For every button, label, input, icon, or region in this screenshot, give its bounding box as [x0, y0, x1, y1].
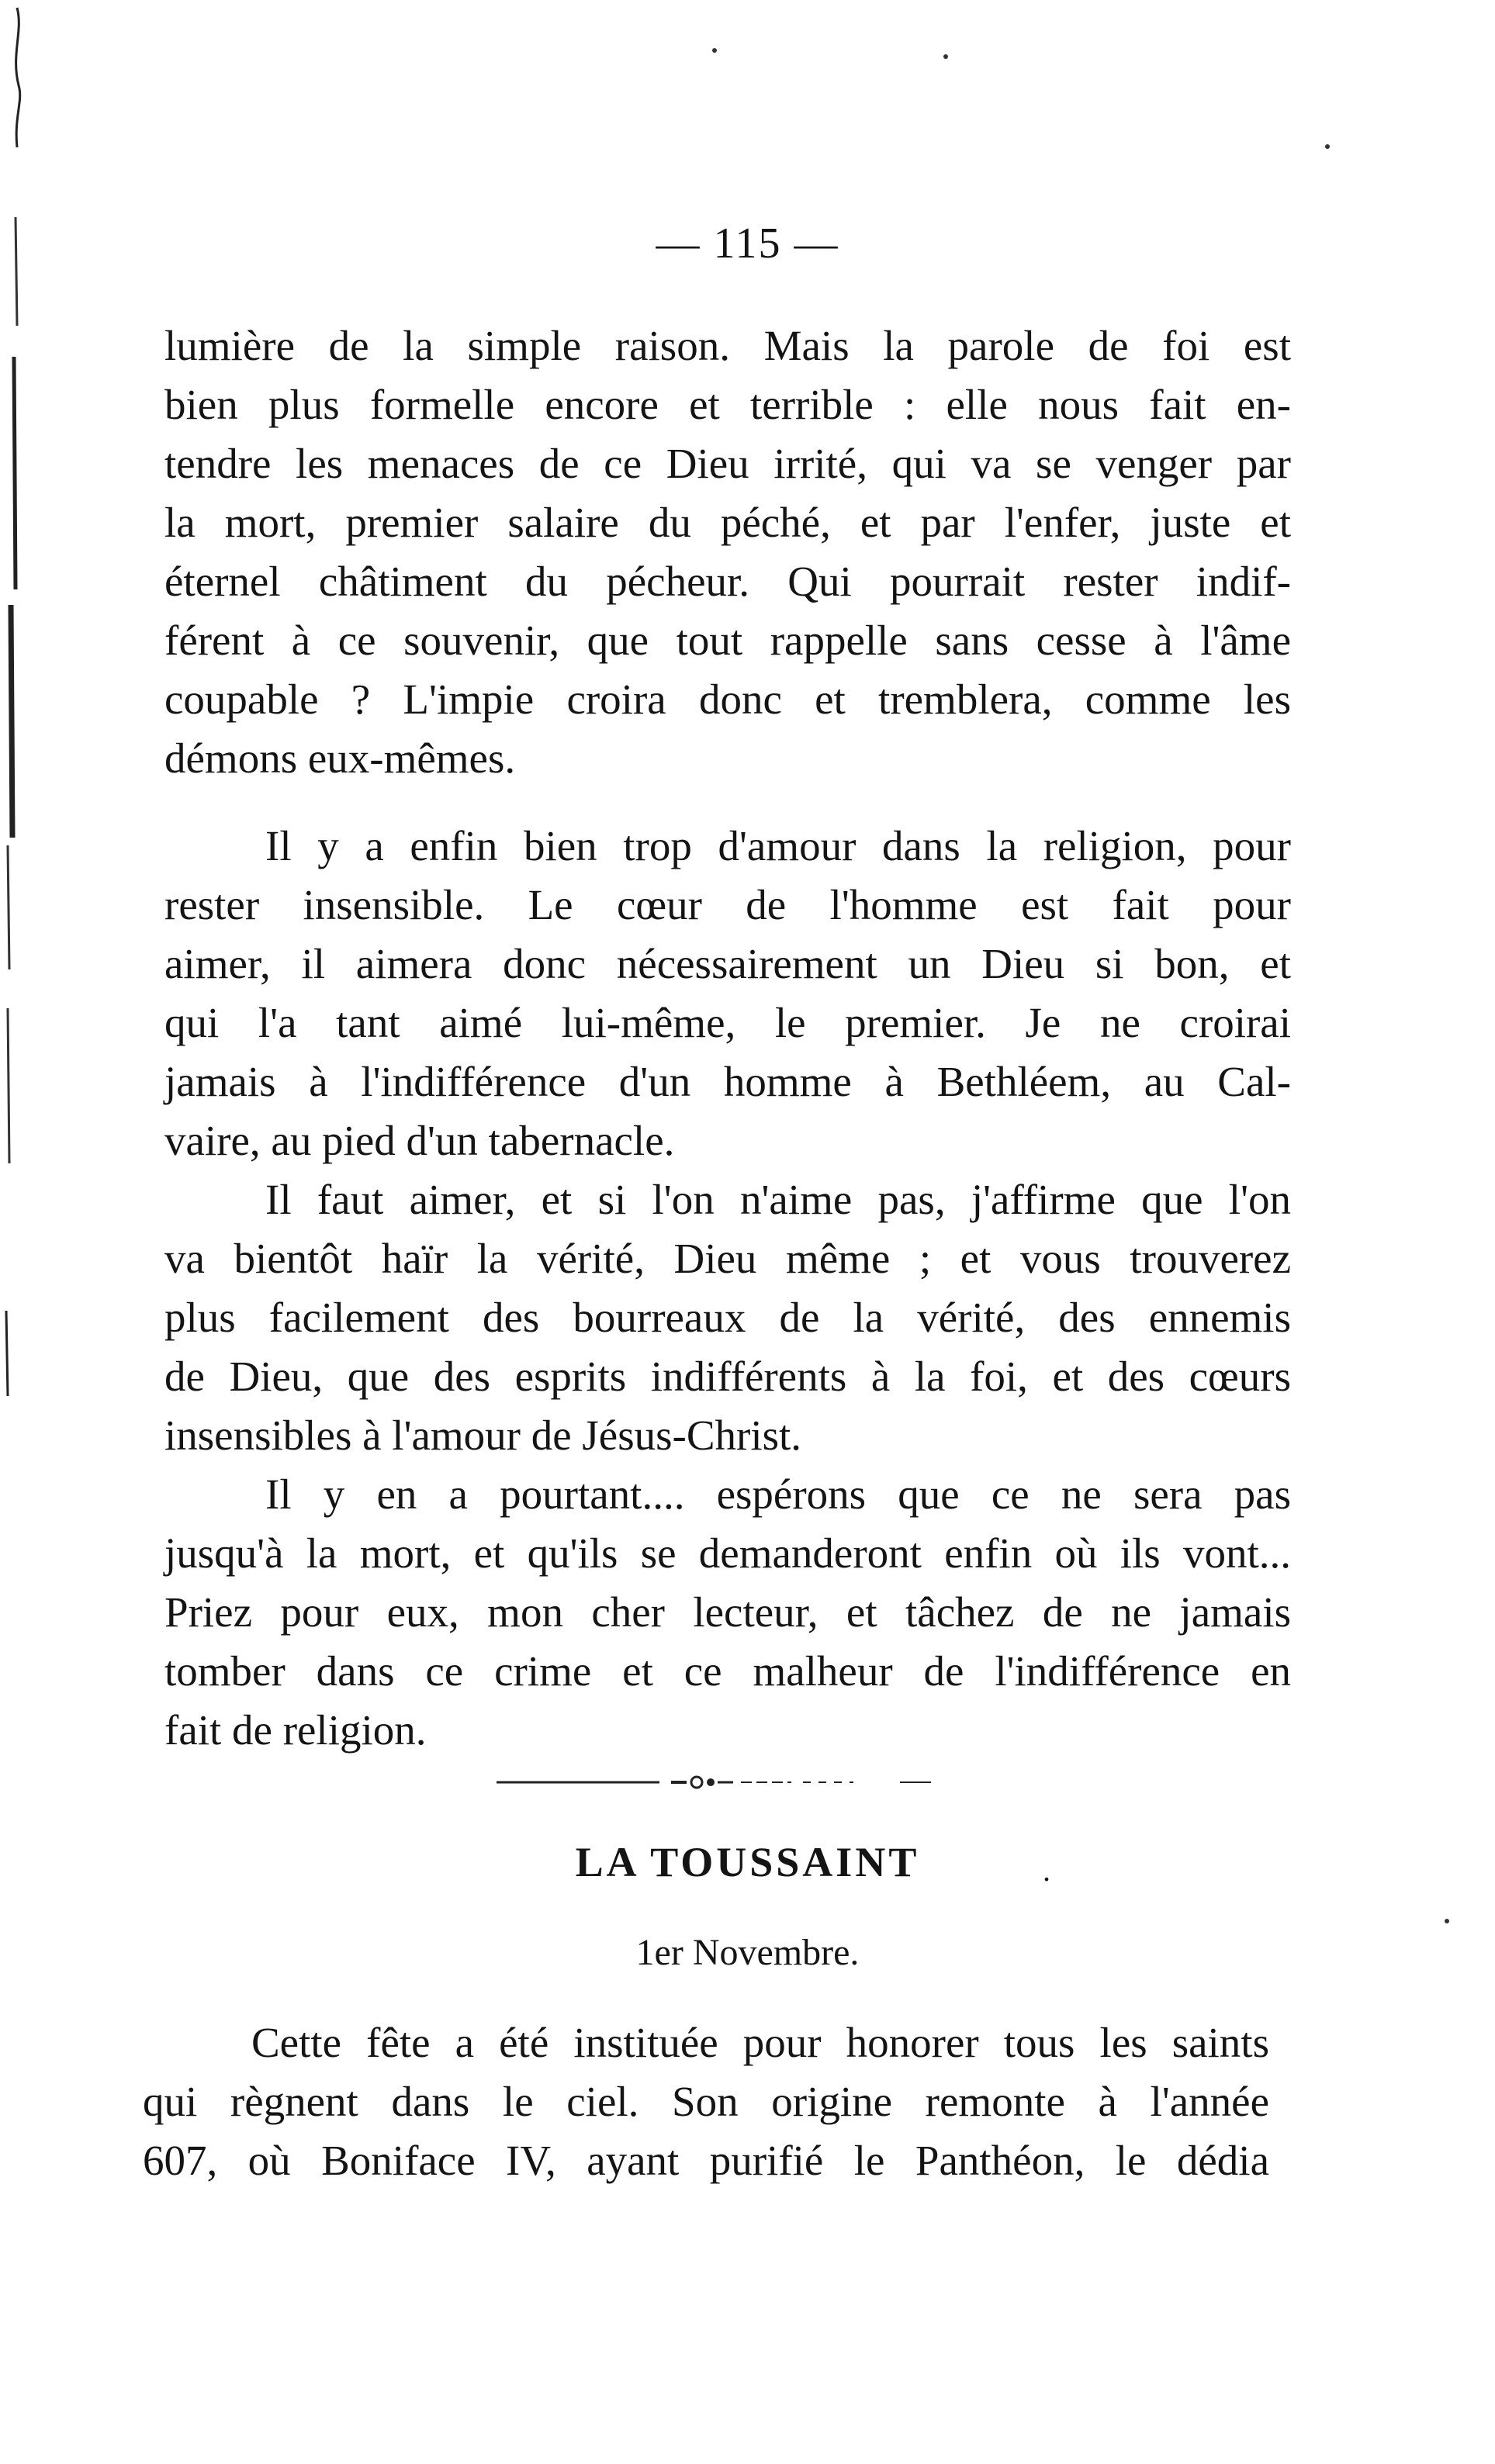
text-line: rester insensible. Le cœur de l'homme est fait pour — [164, 881, 1291, 928]
text-line: tendre les menaces de ce Dieu irrité, qui va se venger par — [164, 440, 1291, 487]
scan-speck — [943, 54, 948, 59]
main-text — [164, 316, 1291, 1760]
scan-speck — [712, 48, 717, 53]
text-line: qui règnent dans le ciel. Son origine remonte à l'année — [143, 2078, 1269, 2125]
text-line: de Dieu, que des esprits indifférents à la foi, et des cœurs — [164, 1353, 1291, 1400]
section-text — [143, 2013, 1269, 2190]
text-line: 607, où Boniface IV, ayant purifié le Panthéon, le dédia — [143, 2137, 1269, 2184]
text-line: insensibles à l'amour de Jésus-Christ. — [164, 1412, 802, 1459]
paragraph-2 — [164, 817, 1291, 876]
text-line: démons eux-mêmes. — [164, 734, 516, 782]
paragraph-4-body — [164, 1524, 1291, 1760]
text-line: vaire, au pied d'un tabernacle. — [164, 1117, 675, 1164]
paragraph-3 — [164, 1170, 1291, 1229]
binding-edge-artifact — [0, 0, 31, 1435]
section-paragraph — [143, 2013, 1269, 2072]
text-line: Cette fête a été instituée pour honorer tous les saints — [251, 2019, 1269, 2066]
text-line: fait de religion. — [164, 1706, 427, 1754]
text-line: aimer, il aimera donc nécessairement un Dieu si bon, et — [164, 940, 1291, 987]
page-number: — 115 — — [656, 219, 839, 268]
ornamental-divider — [497, 1771, 962, 1794]
text-line: Priez pour eux, mon cher lecteur, et tâchez de ne jamais — [164, 1588, 1291, 1636]
text-line: férent à ce souvenir, que tout rappelle sans cesse à l'âme — [164, 617, 1291, 664]
text-line: Il y en a pourtant.... espérons que ce ne sera pas — [265, 1470, 1291, 1518]
text-line: jamais à l'indifférence d'un homme à Bethléem, au Cal- — [164, 1058, 1291, 1105]
text-line: la mort, premier salaire du péché, et par l'enfer, juste et — [164, 499, 1291, 546]
text-line: éternel châtiment du pécheur. Qui pourrait rester indif- — [164, 558, 1291, 605]
text-line: qui l'a tant aimé lui-même, le premier. Je ne croirai — [164, 999, 1291, 1046]
section-title: LA TOUSSAINT — [575, 1839, 920, 1885]
paragraph-2-body — [164, 876, 1291, 1170]
text-line: tomber dans ce crime et ce malheur de l'indifférence en — [164, 1647, 1291, 1695]
text-line: jusqu'à la mort, et qu'ils se demanderont enfin où ils vont... — [164, 1529, 1291, 1577]
text-line: bien plus formelle encore et terrible : elle nous fait en- — [164, 381, 1291, 428]
text-line: plus facilement des bourreaux de la vérité, des ennemis — [164, 1294, 1291, 1341]
stray-dot: . — [1043, 1853, 1050, 1888]
paragraph-1 — [164, 316, 1291, 788]
section-date: 1er Novembre. — [635, 1932, 860, 1973]
paragraph-4 — [164, 1465, 1291, 1524]
paragraph-3-body — [164, 1229, 1291, 1465]
scan-speck — [1325, 144, 1330, 149]
text-line: Il y a enfin bien trop d'amour dans la religion, pour — [265, 822, 1291, 869]
text-line: lumière de la simple raison. Mais la parole de foi est — [164, 322, 1291, 369]
section-paragraph-body — [143, 2072, 1269, 2190]
scan-speck — [1445, 1919, 1449, 1923]
text-line: Il faut aimer, et si l'on n'aime pas, j'affirme que l'on — [265, 1176, 1291, 1223]
text-line: coupable ? L'impie croira donc et tremblera, comme les — [164, 676, 1291, 723]
text-line: va bientôt haïr la vérité, Dieu même ; et vous trouverez — [164, 1235, 1291, 1282]
